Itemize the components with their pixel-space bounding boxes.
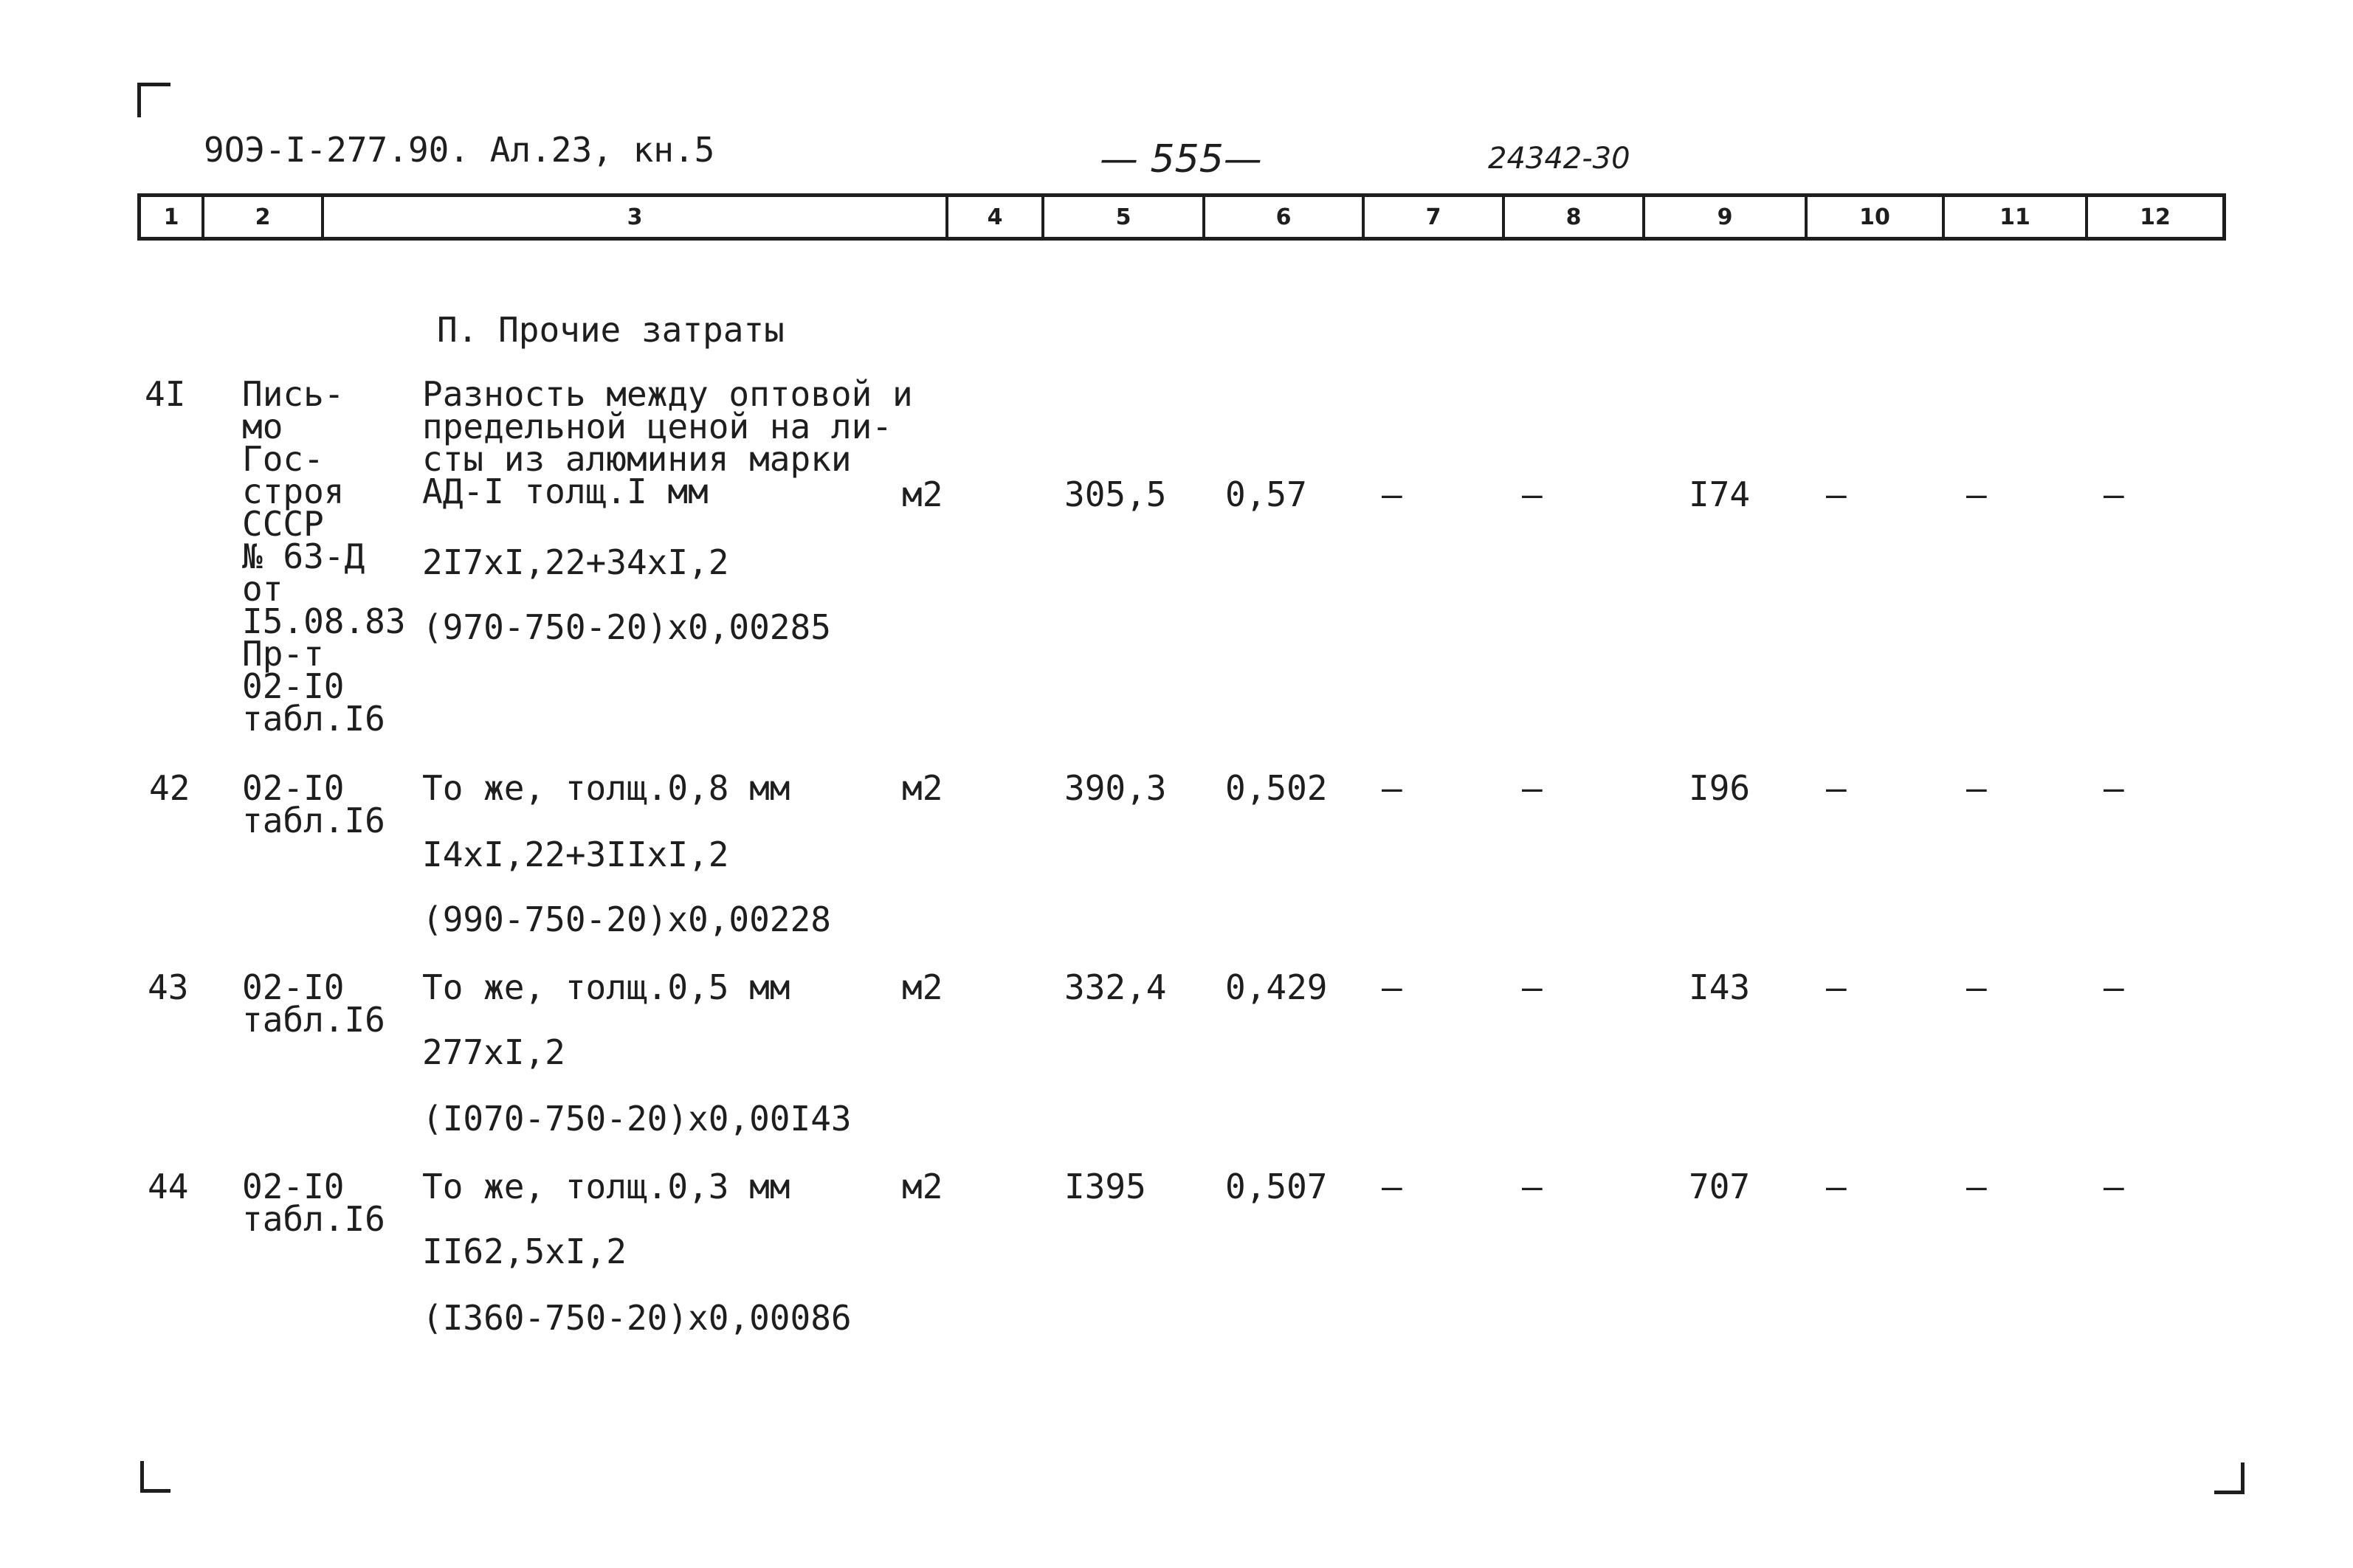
basis-line: № 63-Д bbox=[242, 536, 365, 576]
corner-mark-top-left bbox=[137, 83, 170, 117]
price-cell: 0,57 bbox=[1225, 474, 1307, 514]
unit-cell: м2 bbox=[902, 768, 943, 808]
section-title: П. Прочие затраты bbox=[437, 310, 785, 350]
basis-line: СССР bbox=[242, 504, 324, 544]
unit-cell: м2 bbox=[902, 1167, 943, 1206]
col10-cell: – bbox=[1826, 967, 1847, 1007]
basis-line: строя bbox=[242, 472, 345, 511]
corner-mark-bottom-left bbox=[140, 1461, 170, 1493]
col7-cell: – bbox=[1382, 967, 1402, 1007]
unit-cell: м2 bbox=[902, 967, 943, 1007]
basis-line: Гос- bbox=[242, 439, 324, 479]
row-number: 42 bbox=[149, 768, 190, 808]
description-line: сты из алюминия марки bbox=[422, 439, 852, 479]
col12-cell: – bbox=[2104, 1167, 2124, 1206]
column-header: 11 bbox=[1945, 197, 2088, 237]
column-header: 9 bbox=[1645, 197, 1808, 237]
formula-line: (990-750-20)x0,00228 bbox=[422, 899, 831, 939]
col8-cell: – bbox=[1522, 768, 1543, 808]
col7-cell: – bbox=[1382, 1167, 1402, 1206]
column-header: 10 bbox=[1808, 197, 1945, 237]
basis-line: 02-I0 bbox=[242, 967, 345, 1007]
basis-line: Пись- bbox=[242, 374, 345, 414]
description-line: предельной ценой на ли- bbox=[422, 407, 892, 446]
quantity-cell: I395 bbox=[1064, 1167, 1146, 1206]
description-cell bbox=[422, 1167, 790, 1206]
description-line: То же, толщ.0,5 мм bbox=[422, 967, 790, 1007]
basis-line: I5.08.83 bbox=[242, 601, 406, 641]
row-number: 43 bbox=[148, 967, 189, 1007]
quantity-cell: 332,4 bbox=[1064, 967, 1167, 1007]
unit-cell: м2 bbox=[902, 474, 943, 514]
price-cell: 0,502 bbox=[1225, 768, 1328, 808]
basis-line: 02-I0 bbox=[242, 1167, 345, 1206]
col10-cell: – bbox=[1826, 768, 1847, 808]
quantity-cell: 390,3 bbox=[1064, 768, 1167, 808]
formula-line: I4xI,22+3IIxI,2 bbox=[422, 835, 729, 874]
column-header-row bbox=[137, 193, 2226, 241]
col12-cell: – bbox=[2104, 768, 2124, 808]
column-header: 2 bbox=[204, 197, 324, 237]
basis-cell bbox=[242, 1167, 385, 1239]
basis-line: от bbox=[242, 569, 283, 609]
basis-line: табл.I6 bbox=[242, 801, 385, 840]
column-header: 4 bbox=[948, 197, 1044, 237]
col8-cell: – bbox=[1522, 1167, 1543, 1206]
basis-cell bbox=[242, 374, 406, 739]
col12-cell: – bbox=[2104, 474, 2124, 514]
col7-cell: – bbox=[1382, 474, 1402, 514]
description-line: То же, толщ.0,3 мм bbox=[422, 1167, 790, 1206]
basis-cell bbox=[242, 967, 385, 1040]
col9-cell: 707 bbox=[1689, 1167, 1751, 1206]
page-number: — 555— bbox=[1100, 137, 1262, 182]
col9-cell: I74 bbox=[1689, 474, 1751, 514]
basis-line: табл.I6 bbox=[242, 1199, 385, 1239]
basis-line: табл.I6 bbox=[242, 1000, 385, 1040]
description-cell bbox=[422, 768, 790, 808]
price-cell: 0,507 bbox=[1225, 1167, 1328, 1206]
col11-cell: – bbox=[1966, 474, 1987, 514]
formula-line: 277xI,2 bbox=[422, 1032, 565, 1072]
col7-cell: – bbox=[1382, 768, 1402, 808]
formula-line: II62,5xI,2 bbox=[422, 1232, 627, 1271]
basis-cell bbox=[242, 768, 385, 840]
formula-line: 2I7xI,22+34xI,2 bbox=[422, 542, 729, 582]
row-number: 4I bbox=[145, 374, 186, 414]
basis-line: 02-I0 bbox=[242, 768, 345, 808]
col11-cell: – bbox=[1966, 768, 1987, 808]
corner-mark-bottom-right bbox=[2214, 1462, 2245, 1494]
description-line: То же, толщ.0,8 мм bbox=[422, 768, 790, 808]
col9-cell: I43 bbox=[1689, 967, 1751, 1007]
basis-line: 02-I0 bbox=[242, 666, 345, 706]
quantity-cell: 305,5 bbox=[1064, 474, 1167, 514]
col11-cell: – bbox=[1966, 1167, 1987, 1206]
basis-line: Пр-т bbox=[242, 634, 324, 674]
description-line: Разность между оптовой и bbox=[422, 374, 913, 414]
column-header: 7 bbox=[1365, 197, 1505, 237]
description-line: АД-I толщ.I мм bbox=[422, 472, 709, 511]
column-header: 3 bbox=[324, 197, 948, 237]
price-cell: 0,429 bbox=[1225, 967, 1328, 1007]
column-header: 5 bbox=[1044, 197, 1205, 237]
inventory-number: 24342-30 bbox=[1488, 142, 1630, 176]
col10-cell: – bbox=[1826, 1167, 1847, 1206]
basis-line: табл.I6 bbox=[242, 699, 385, 739]
col10-cell: – bbox=[1826, 474, 1847, 514]
column-header: 1 bbox=[141, 197, 204, 237]
description-cell bbox=[422, 967, 790, 1007]
basis-line: мо bbox=[242, 407, 283, 446]
col8-cell: – bbox=[1522, 967, 1543, 1007]
document-code: 9ОЭ-I-277.90. Ал.23, кн.5 bbox=[204, 130, 715, 170]
col8-cell: – bbox=[1522, 474, 1543, 514]
description-cell bbox=[422, 374, 913, 511]
column-header: 6 bbox=[1205, 197, 1365, 237]
col11-cell: – bbox=[1966, 967, 1987, 1007]
formula-line: (I360-750-20)x0,00086 bbox=[422, 1298, 852, 1338]
column-header: 8 bbox=[1505, 197, 1645, 237]
col9-cell: I96 bbox=[1689, 768, 1751, 808]
row-number: 44 bbox=[148, 1167, 189, 1206]
formula-line: (970-750-20)x0,00285 bbox=[422, 607, 831, 647]
formula-line: (I070-750-20)x0,00I43 bbox=[422, 1099, 852, 1139]
col12-cell: – bbox=[2104, 967, 2124, 1007]
column-header: 12 bbox=[2140, 204, 2171, 230]
